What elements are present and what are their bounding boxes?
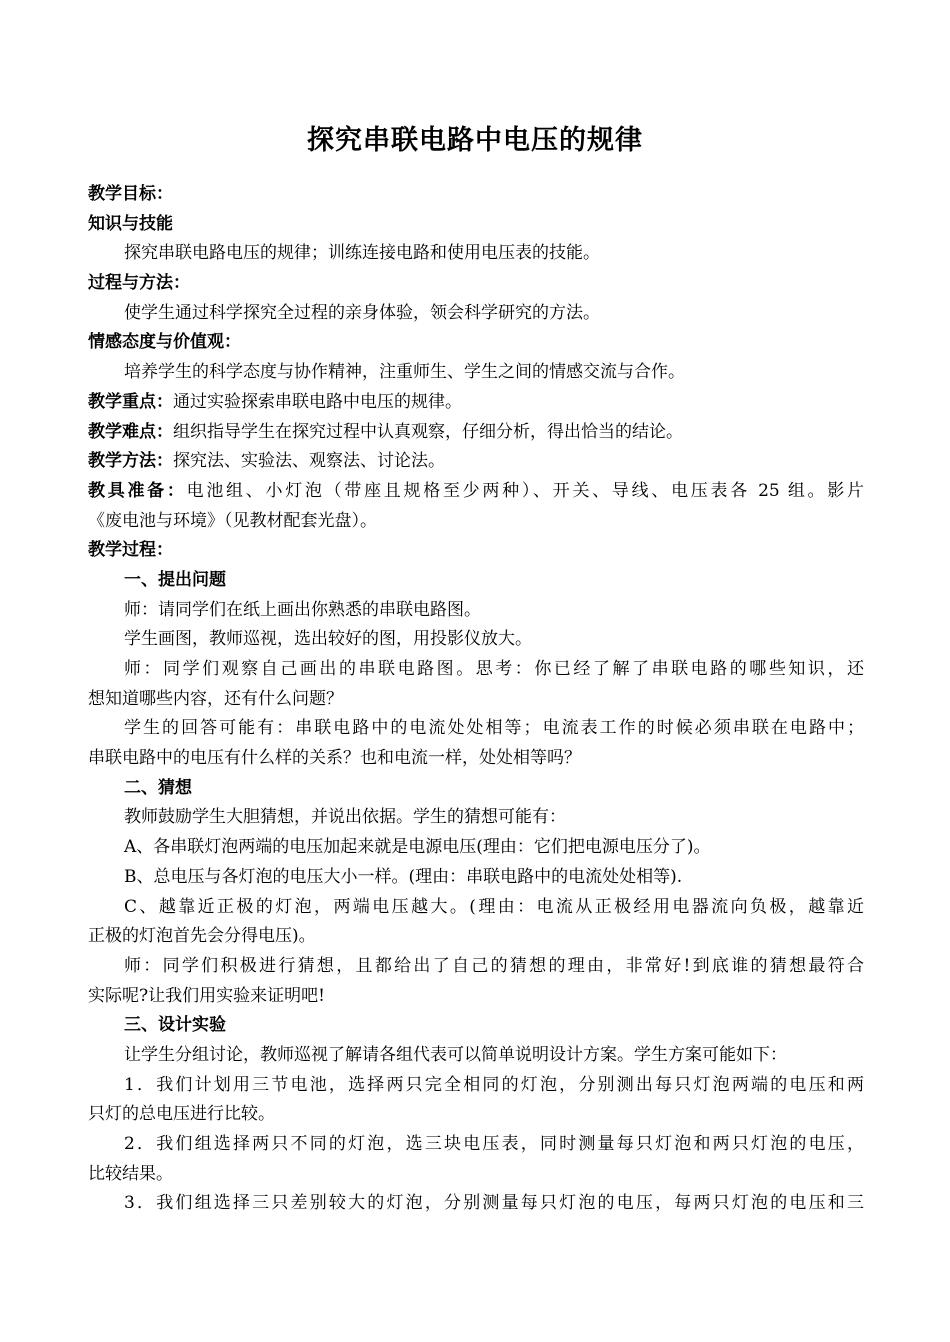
section1-heading: 一、提出问题 <box>124 569 226 590</box>
process-method-heading: 过程与方法： <box>88 273 190 294</box>
plan1-line1: 1．我们计划用三节电池，选择两只完全相同的灯泡，分别测出每只灯泡两端的电压和两 <box>124 1074 864 1095</box>
section2-p2-line1: 师：同学们积极进行猜想，且都给出了自己的猜想的理由，非常好!到底谁的猜想最符合 <box>124 955 864 976</box>
equipment-text-line1: 电池组、小灯泡（带座且规格至少两种）、开关、导线、电压表各 25 组。影片 <box>186 480 864 501</box>
section1-p4-line1: 学生的回答可能有：串联电路中的电流处处相等；电流表工作的时候必须串联在电路中； <box>124 718 864 739</box>
document-title: 探究串联电路中电压的规律 <box>307 125 643 156</box>
section1-p4-line2: 串联电路中的电压有什么样的关系？也和电流一样，处处相等吗？ <box>88 748 581 769</box>
key-point-text: 通过实验探索串联电路中电压的规律。 <box>173 391 462 412</box>
section3-heading: 三、设计实验 <box>124 1015 226 1036</box>
process-method-text: 使学生通过科学探究全过程的亲身体验，领会科学研究的方法。 <box>124 302 600 323</box>
hypothesis-a: A、各串联灯泡两端的电压加起来就是电源电压(理由：它们把电源电压分了)。 <box>124 837 711 858</box>
plan2-line2: 比较结果。 <box>88 1163 173 1184</box>
key-point-row <box>88 388 864 418</box>
difficulty-text: 组织指导学生在探究过程中认真观察，仔细分析，得出恰当的结论。 <box>173 421 683 442</box>
knowledge-text: 探究串联电路电压的规律；训练连接电路和使用电压表的技能。 <box>124 243 600 264</box>
section1-p1: 师：请同学们在纸上画出你熟悉的串联电路图。 <box>124 599 481 620</box>
section2-p1: 教师鼓励学生大胆猜想，并说出依据。学生的猜想可能有： <box>124 807 566 828</box>
hypothesis-c-line1: C、越靠近正极的灯泡，两端电压越大。(理由：电流从正极经用电器流向负极，越靠近 <box>124 896 864 917</box>
methods-label: 教学方法： <box>88 451 173 472</box>
section2-p2-line2: 实际呢?让我们用实验来证明吧! <box>88 985 325 1006</box>
section1-p3-line1: 师：同学们观察自己画出的串联电路图。思考：你已经了解了串联电路的哪些知识，还 <box>124 659 864 679</box>
equipment-label: 教具准备： <box>88 480 187 501</box>
teaching-process-heading: 教学过程： <box>88 540 173 561</box>
document-body <box>88 180 864 1219</box>
plan1-line2: 只灯的总电压进行比较。 <box>88 1104 275 1125</box>
section3-p1: 让学生分组讨论，教师巡视了解请各组代表可以简单说明设计方案。学生方案可能如下： <box>124 1044 787 1065</box>
key-point-label: 教学重点： <box>88 391 173 412</box>
methods-text: 探究法、实验法、观察法、讨论法。 <box>173 451 445 472</box>
equipment-row <box>88 477 864 507</box>
plan2-line1: 2．我们组选择两只不同的灯泡，选三块电压表，同时测量每只灯泡和两只灯泡的电压， <box>124 1134 864 1154</box>
attitude-heading: 情感态度与价值观： <box>88 332 241 353</box>
difficulty-row <box>88 418 864 448</box>
methods-row <box>88 447 864 477</box>
attitude-text: 培养学生的科学态度与协作精神，注重师生、学生之间的情感交流与合作。 <box>124 362 685 383</box>
equipment-text-line2: 《废电池与环境》（见教材配套光盘）。 <box>88 510 377 531</box>
difficulty-label: 教学难点： <box>88 421 173 442</box>
section1-p2: 学生画图，教师巡视，选出较好的图，用投影仪放大。 <box>124 629 532 650</box>
hypothesis-b: B、总电压与各灯泡的电压大小一样。(理由：串联电路中的电流处处相等). <box>124 866 683 887</box>
hypothesis-c-line2: 正极的灯泡首先会分得电压)。 <box>88 926 316 947</box>
objectives-heading: 教学目标： <box>88 184 173 204</box>
section1-p3-line2: 想知道哪些内容，还有什么问题？ <box>88 688 343 709</box>
knowledge-heading: 知识与技能 <box>88 213 173 234</box>
plan3-line1: 3．我们组选择三只差别较大的灯泡，分别测量每只灯泡的电压，每两只灯泡的电压和三 <box>124 1193 864 1214</box>
section2-heading: 二、猜想 <box>124 777 192 798</box>
